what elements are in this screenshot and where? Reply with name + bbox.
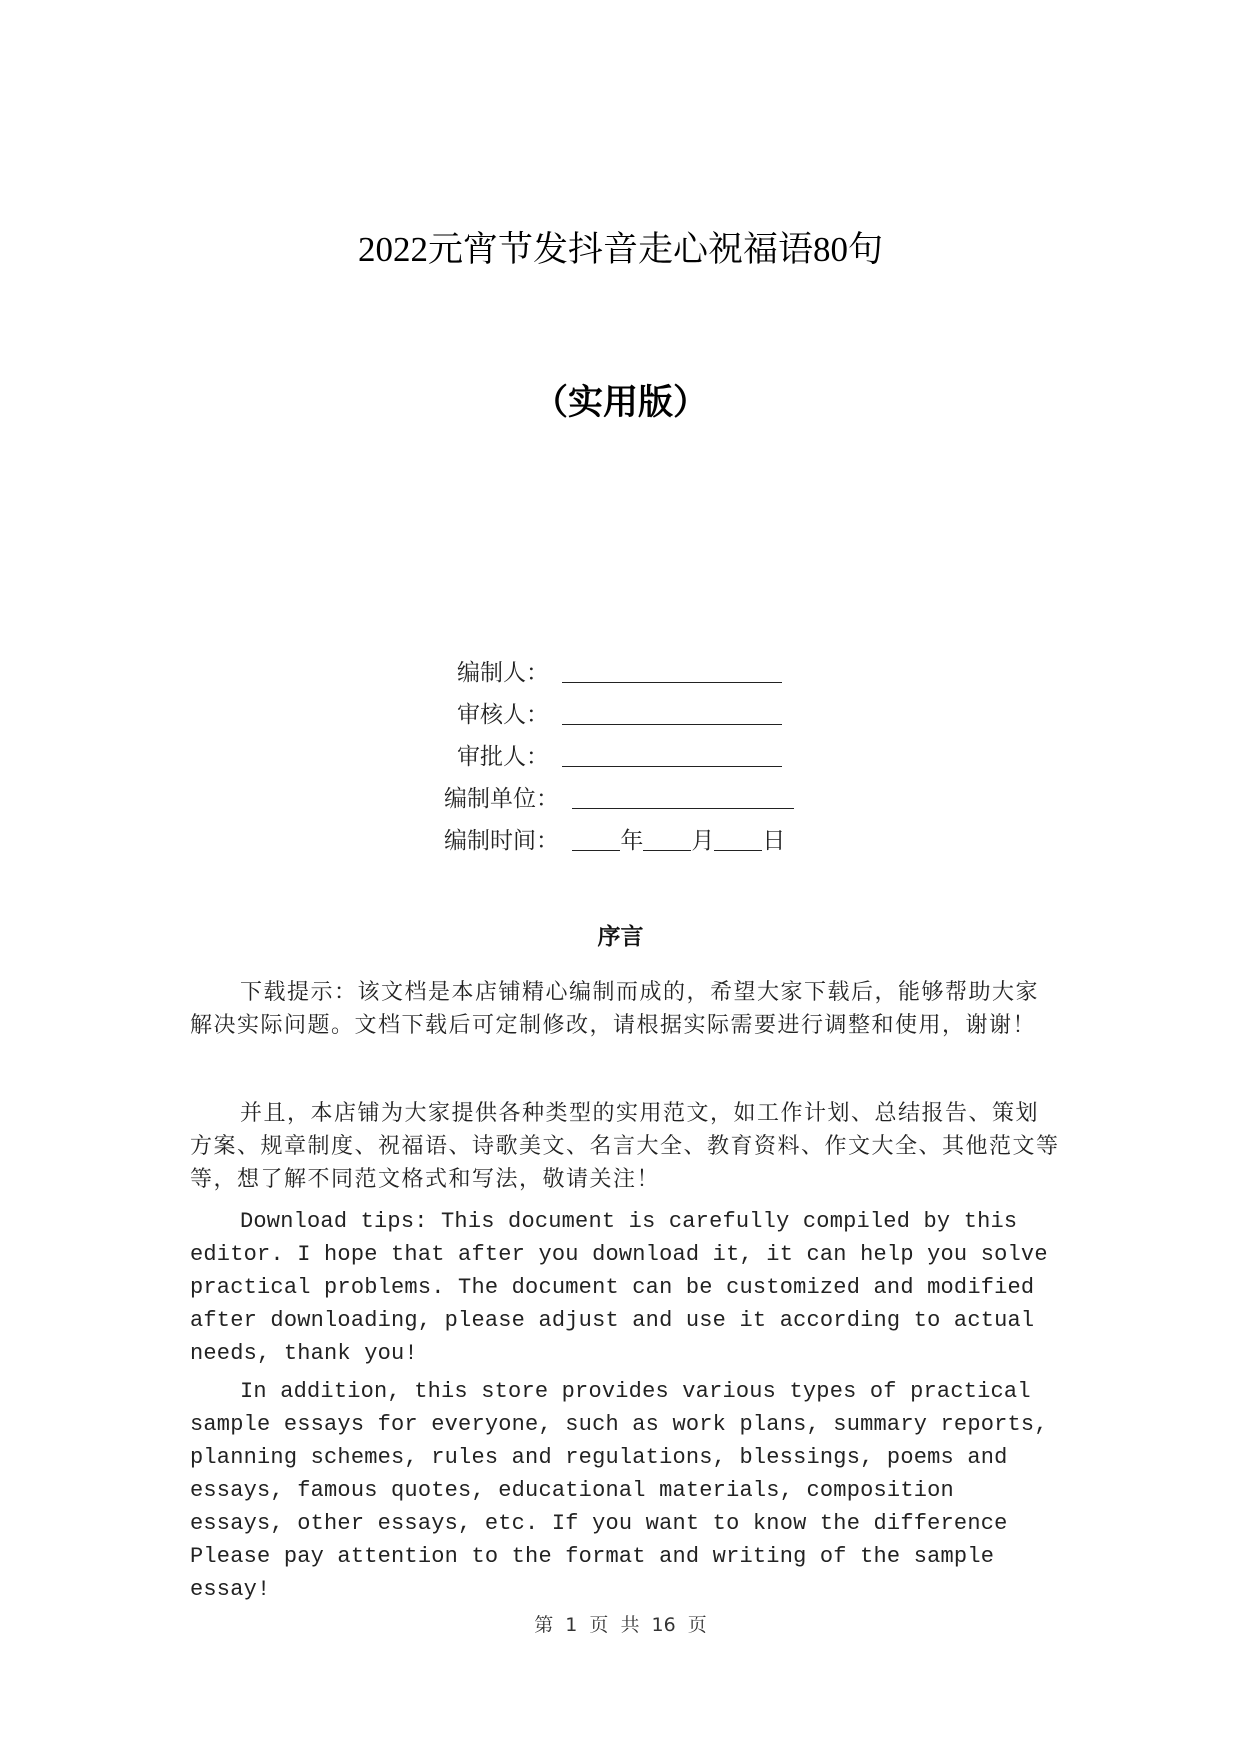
- approver-label: 审批人：: [457, 744, 549, 770]
- approver-field[interactable]: [562, 744, 782, 767]
- day-label: 日: [762, 828, 786, 854]
- page-footer: [0, 1610, 1241, 1637]
- document-title: 2022元宵节发抖音走心祝福语80句: [357, 230, 883, 269]
- unit-row: [444, 784, 794, 814]
- preface-paragraph-en: Download tips: This document is carefully compiled by this editor. I hope that after you download it, it can help you solve practical problems. The document can be customized and modified after downloading, please adjust and use it according to actual needs, thank you!: [190, 1209, 1048, 1366]
- reviewer-label: 审核人：: [457, 702, 549, 728]
- year-label: 年: [620, 828, 644, 854]
- year-field[interactable]: [572, 828, 620, 851]
- compiler-row: [457, 658, 782, 688]
- time-row: [444, 826, 785, 856]
- month-label: 月: [691, 828, 715, 854]
- month-field[interactable]: [643, 828, 691, 851]
- current-page-number: 1: [565, 1614, 578, 1636]
- preface-paragraph-en: In addition, this store provides various types of practical sample essays for everyone, such as work plans, summary reports, planning schemes, rules and regulations, blessings, poems and essays, famous quotes, educational materials, composition essays, other essays, etc. If you want to know the difference Please pay attention to the format and writing of the sample essay!: [190, 1379, 1048, 1602]
- reviewer-row: [457, 700, 782, 730]
- footer-middle: 页 共: [589, 1614, 640, 1636]
- day-field[interactable]: [714, 828, 762, 851]
- footer-suffix: 页: [687, 1614, 707, 1636]
- approver-row: [457, 742, 782, 772]
- unit-label: 编制单位：: [444, 786, 559, 812]
- document-subtitle: （实用版）: [532, 383, 708, 422]
- compiler-label: 编制人：: [457, 660, 549, 686]
- time-label: 编制时间：: [444, 828, 559, 854]
- reviewer-field[interactable]: [562, 702, 782, 725]
- footer-prefix: 第: [534, 1614, 554, 1636]
- preface-heading: 序言: [597, 923, 644, 950]
- unit-field[interactable]: [572, 786, 794, 809]
- total-page-count: 16: [651, 1614, 676, 1636]
- preface-paragraph: 下载提示：该文档是本店铺精心编制而成的，希望大家下载后，能够帮助大家解决实际问题。文档下载后可定制修改，请根据实际需要进行调整和使用，谢谢！: [190, 980, 1040, 1038]
- compiler-field[interactable]: [562, 660, 782, 683]
- preface-paragraph: 并且，本店铺为大家提供各种类型的实用范文，如工作计划、总结报告、策划方案、规章制度、祝福语、诗歌美文、名言大全、教育资料、作文大全、其他范文等等，想了解不同范文格式和写法，敬请关注！: [190, 1101, 1060, 1192]
